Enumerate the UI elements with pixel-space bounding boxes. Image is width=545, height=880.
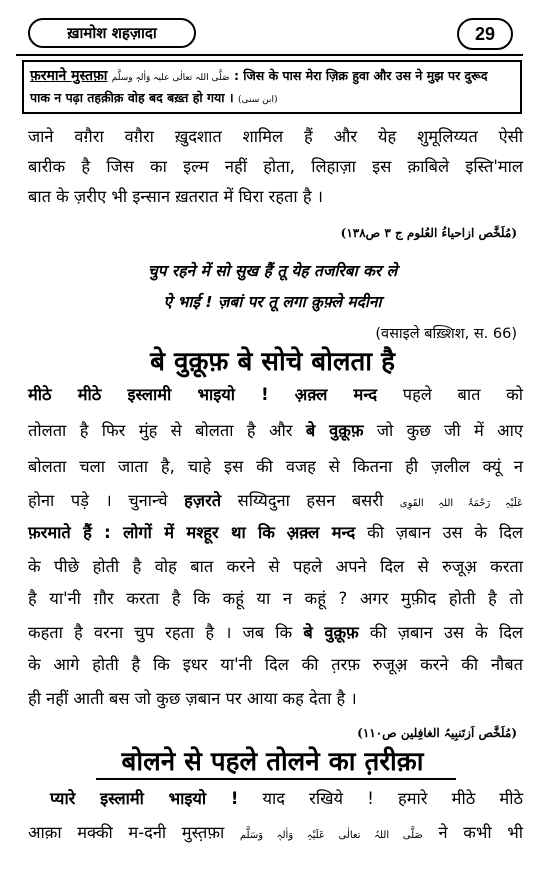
para2-bold: हज़रते [184,491,222,510]
para2-text: होना पड़े । चुनान्चे [28,491,168,510]
page-number: 29 [457,18,513,50]
para2-line: के पीछे होती है वोह बात करने से पहले अपने दिल से रुजूअ़ करता [28,557,523,576]
para1-line: बात के ज़रीए भी इन्सान ख़तरात में घिरा रहता है । [28,187,323,206]
para2-bold: अ़क़्ल मन्द [286,523,356,542]
para3-text: याद रखिये ! हमारे मीठे मीठे [262,789,523,808]
para2-arabic: عَلَیْہِ رَحْمَۃُ اللہِ القَوِی [399,498,523,509]
book-title: ख़ामोश शहज़ादा [28,18,196,48]
hadith-line-2 [30,88,514,110]
para2-line: ही नहीं आती बस जो कुछ ज़बान पर आया कह देता है । [28,689,357,708]
para3-line [50,786,523,809]
heading-2-underline [96,778,456,780]
poem-line-2: ऐ भाई ! ज़बां पर तू लगा क़ुफ़्ले मदीना [163,293,382,311]
para2-line [28,418,523,441]
hadith-text-2: पाक न पढ़ा तहक़ीक़ वोह बद बख़्त हो गया । [30,90,234,105]
header-divider [16,54,523,56]
para2-line [28,520,523,543]
para2-text: तोलता है फिर मुंह से बोलता है और [28,421,293,440]
para2-line: है या'नी ग़ौर करता है कि कहूं या न कहूं ? अगर मुफ़ीद होती है तो [28,589,523,608]
para2-text: पहले बात को [402,385,523,404]
reference-2: (مُلَخَّص اَزتَنبِیہُ الغافِلین ص۱۱۰) [357,726,517,740]
para3-arabic: صَلَّی اللہُ تعالٰی عَلَیْہِ وَاٰلہٖ وَسَلَّم [239,830,423,841]
heading-1: बे वुक़ूफ़ बे सोचे बोलता है [150,347,395,377]
hadith-source: (ابن سنی) [237,95,278,105]
para2-text: कहता है वरना चुप रहता है । जब कि [28,623,293,642]
reference-1: (مُلَخَّص ازاحیاءُ العُلوم ج ۳ ص۱۳۸) [340,226,517,240]
hadith-line-1 [30,66,514,88]
para3-line [28,820,523,843]
para2-line: के आगे होती है कि इधर या'नी दिल की त़रफ़ रुजूअ़ करने की नौबत [28,655,523,674]
para2-text: जो कुछ जी में आए [376,421,523,440]
heading-2: बोलने से पहले तोलने का त़रीक़ा [121,747,424,777]
para3-text: आक़ा मक्की म-दनी मुस्त़फ़ा [28,823,225,842]
para3-text: ने कभी भी [438,823,523,842]
para2-line [28,488,523,511]
para2-text: की ज़बान उस के दिल [367,523,524,542]
poem-source: (वसाइले बख़्शिश, स. 66) [375,326,517,342]
hadith-box [22,60,522,114]
poem-line-1: चुप रहने में सो सुख हैं तू येह तजरिबा कर ले [147,262,398,280]
hadith-label: फ़रमाने मुस्तफ़ा [30,68,108,84]
para2-text: फ़रमाते हैं : लोगों में मश्हूर था कि [28,523,275,542]
para2-text: सय्यिदुना हसन बसरी [237,491,384,510]
para2-line [28,620,523,643]
para2-bold: बे वुक़ूफ़ [303,623,359,642]
para3-bold: प्यारे इस्लामी भाइयो ! [50,789,239,808]
para2-line [28,382,523,405]
hadith-salawat: صَلَّی اللہ تعالٰی علیہ وَاٰلہٖ وسلَّم [111,73,230,83]
para2-text: की ज़बान उस के दिल [369,623,524,642]
para2-bold: मीठे मीठे इस्लामी भाइयो ! अ़क़्ल मन्द [28,385,378,404]
para2-bold: बे वुक़ूफ़ [305,421,364,440]
para1-line: बारीक है जिस का इल्म नहीं होता, लिहाज़ा इस क़ाबिले इस्ति'माल [28,157,523,176]
para2-line: बोलता चला जाता है, चाहे इस की वजह से कितना ही ज़लील क्यूं न [28,457,523,476]
hadith-text-1: : जिस के पास मेरा ज़िक्र हुवा और उस ने मुझ पर दुरूद [233,68,488,83]
para1-line: जाने वग़ैरा वग़ैरा ख़ुदशात शामिल हैं और येह शुमूलिय्यत ऐसी [28,127,523,146]
